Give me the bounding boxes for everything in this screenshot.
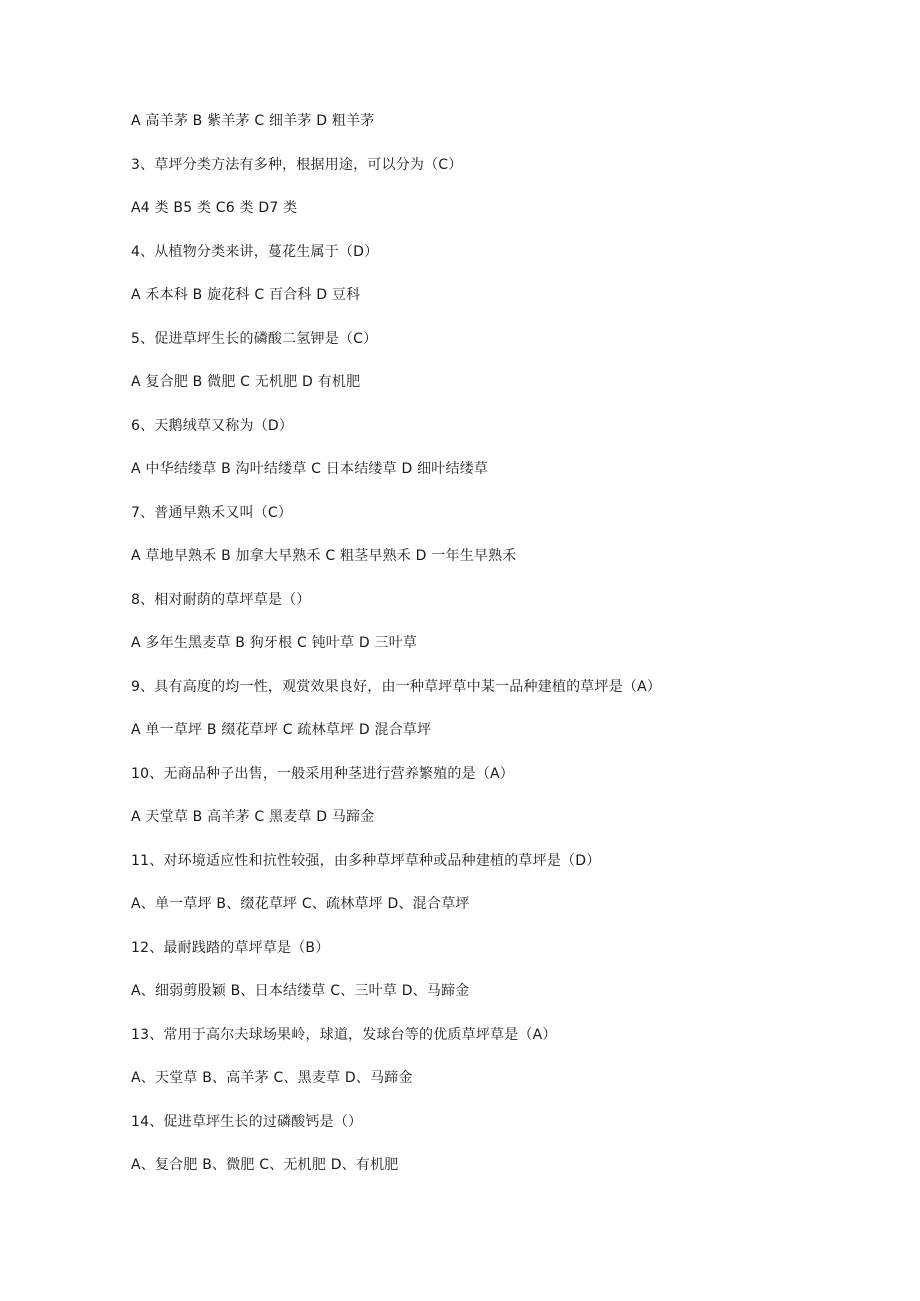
question-line: 8、相对耐荫的草坪草是（） [131, 591, 311, 608]
options-line: A、细弱剪股颖 B、日本结缕草 C、三叶草 D、马蹄金 [131, 983, 470, 999]
question-line: 4、从植物分类来讲，蔓花生属于（D） [131, 243, 379, 260]
options-line: A 单一草坪 B 缀花草坪 C 疏林草坪 D 混合草坪 [131, 722, 432, 738]
options-line: A4 类 B5 类 C6 类 D7 类 [131, 200, 298, 216]
question-line: 14、促进草坪生长的过磷酸钙是（） [131, 1113, 363, 1130]
question-list [131, 110, 891, 1198]
question-line: 10、无商品种子出售，一般采用种茎进行营养繁殖的是（A） [131, 765, 514, 782]
question-line: 3、草坪分类方法有多种，根据用途，可以分为（C） [131, 156, 463, 173]
options-line: A 高羊茅 B 紫羊茅 C 细羊茅 D 粗羊茅 [131, 113, 375, 129]
question-line: 5、促进草坪生长的磷酸二氢钾是（C） [131, 330, 378, 347]
options-line: A 草地早熟禾 B 加拿大早熟禾 C 粗茎早熟禾 D 一年生早熟禾 [131, 548, 517, 564]
options-line: A 禾本科 B 旋花科 C 百合科 D 豆科 [131, 287, 361, 303]
question-line: 9、具有高度的均一性，观赏效果良好，由一种草坪草中某一品种建植的草坪是（A） [131, 678, 662, 695]
options-line: A、单一草坪 B、缀花草坪 C、疏林草坪 D、混合草坪 [131, 896, 470, 912]
options-line: A 中华结缕草 B 沟叶结缕草 C 日本结缕草 D 细叶结缕草 [131, 461, 489, 477]
question-line: 7、普通早熟禾又叫（C） [131, 504, 293, 521]
options-line: A 天堂草 B 高羊茅 C 黑麦草 D 马蹄金 [131, 809, 375, 825]
options-line: A 复合肥 B 微肥 C 无机肥 D 有机肥 [131, 374, 361, 390]
question-line: 13、常用于高尔夫球场果岭，球道，发球台等的优质草坪草是（A） [131, 1026, 557, 1043]
question-line: 6、天鹅绒草又称为（D） [131, 417, 294, 434]
question-line: 11、对环境适应性和抗性较强，由多种草坪草种或品种建植的草坪是（D） [131, 852, 601, 869]
options-line: A、天堂草 B、高羊茅 C、黑麦草 D、马蹄金 [131, 1070, 413, 1086]
options-line: A 多年生黑麦草 B 狗牙根 C 钝叶草 D 三叶草 [131, 635, 418, 651]
question-line: 12、最耐践踏的草坪草是（B） [131, 939, 330, 956]
options-line: A、复合肥 B、微肥 C、无机肥 D、有机肥 [131, 1157, 399, 1173]
